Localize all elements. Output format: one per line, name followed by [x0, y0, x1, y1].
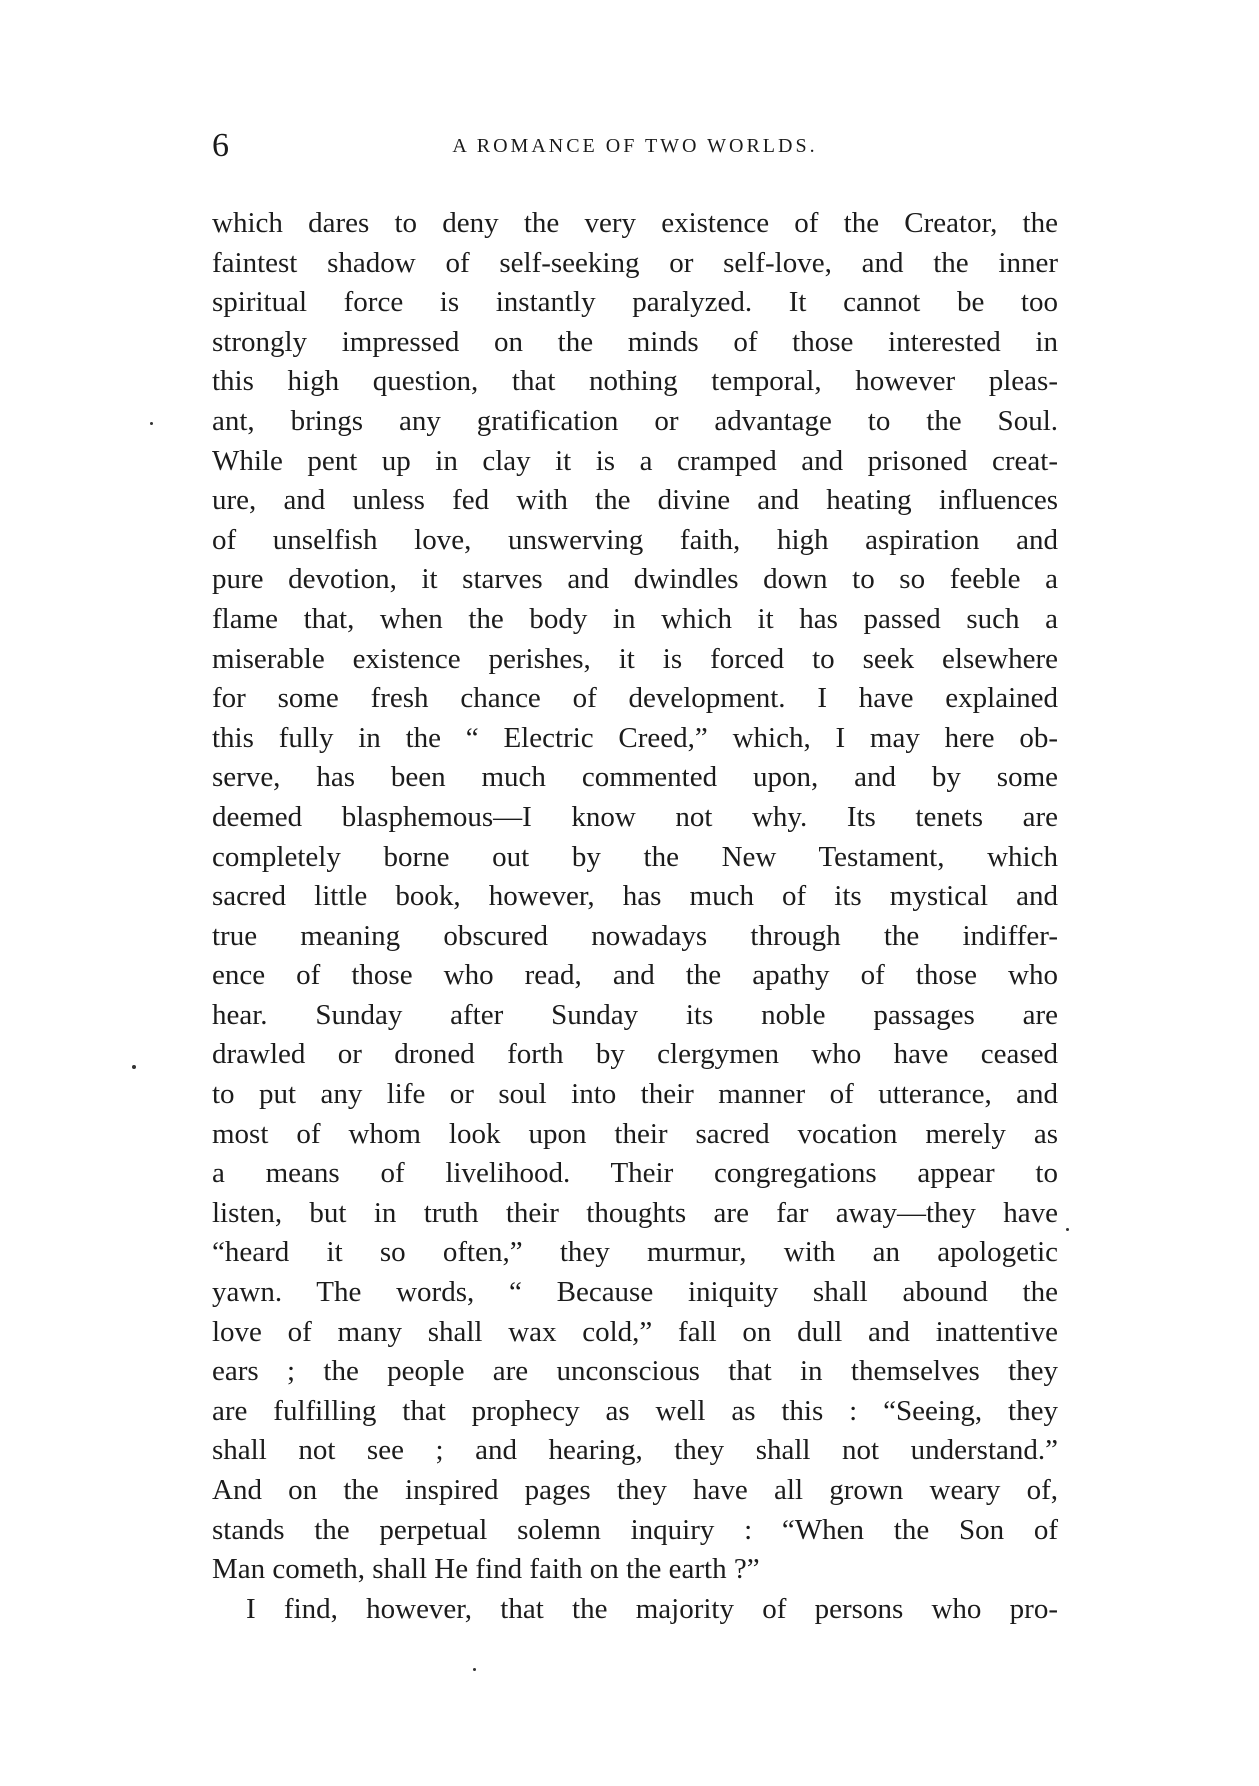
- text-line: And on the inspired pages they have all grown weary of,: [212, 1474, 1058, 1506]
- text-line: true meaning obscured nowadays through the indiffer-: [212, 919, 1058, 952]
- text-line: “heard it so often,” they murmur, with an apologetic: [212, 1236, 1058, 1269]
- text-line: shall not see ; and hearing, they shall not understand.”: [212, 1434, 1058, 1467]
- text-line: stands the perpetual solemn inquiry : “When the Son of: [212, 1513, 1058, 1546]
- scan-speck: [150, 422, 153, 425]
- page-number: 6: [212, 127, 229, 164]
- text-line: for some fresh chance of development. I have explained: [212, 682, 1058, 715]
- scan-speck: [1066, 1228, 1069, 1231]
- text-line: drawled or droned forth by clergymen who have ceased: [212, 1038, 1058, 1071]
- text-line: miserable existence perishes, it is forced to seek elsewhere: [212, 642, 1058, 675]
- text-line: ure, and unless fed with the divine and heating influences: [212, 484, 1058, 517]
- body-text: [212, 204, 1058, 1629]
- text-line: flame that, when the body in which it has passed such a: [212, 602, 1058, 635]
- text-line: I find, however, that the majority of persons who pro-: [246, 1592, 1058, 1625]
- text-line: sacred little book, however, has much of its mystical and: [212, 880, 1058, 913]
- text-line: deemed blasphemous—I know not why. Its tenets are: [212, 800, 1058, 833]
- text-line: love of many shall wax cold,” fall on dull and inattentive: [212, 1315, 1058, 1348]
- text-line: pure devotion, it starves and dwindles down to so feeble a: [212, 563, 1058, 596]
- text-line: hear. Sunday after Sunday its noble passages are: [212, 998, 1058, 1031]
- text-line: ears ; the people are unconscious that in themselves they: [212, 1355, 1058, 1388]
- text-line: While pent up in clay it is a cramped and prisoned creat-: [212, 444, 1058, 477]
- running-title: A ROMANCE OF TWO WORLDS.: [452, 135, 818, 157]
- text-line: a means of livelihood. Their congregations appear to: [212, 1157, 1058, 1190]
- text-line: this fully in the “ Electric Creed,” which, I may here ob-: [212, 721, 1058, 754]
- text-line: Man cometh, shall He find faith on the earth ?”: [212, 1553, 760, 1586]
- text-line: this high question, that nothing temporal, however pleas-: [212, 365, 1058, 398]
- text-line: which dares to deny the very existence of the Creator, the: [212, 207, 1058, 239]
- text-line: completely borne out by the New Testament, which: [212, 840, 1058, 873]
- text-line: ence of those who read, and the apathy of those who: [212, 959, 1058, 992]
- text-line: strongly impressed on the minds of those interested in: [212, 325, 1058, 358]
- page-header: [212, 126, 1058, 166]
- text-line: serve, has been much commented upon, and by some: [212, 761, 1058, 794]
- text-line: ant, brings any gratification or advantage to the Soul.: [212, 404, 1058, 437]
- text-line: are fulfilling that prophecy as well as this : “Seeing, they: [212, 1394, 1058, 1427]
- text-line: most of whom look upon their sacred vocation merely as: [212, 1117, 1058, 1150]
- text-line: of unselfish love, unswerving faith, high aspiration and: [212, 523, 1058, 556]
- text-line: yawn. The words, “ Because iniquity shall abound the: [212, 1276, 1058, 1309]
- text-line: spiritual force is instantly paralyzed. It cannot be too: [212, 286, 1058, 319]
- scan-speck: [132, 1065, 136, 1069]
- text-line: to put any life or soul into their manner of utterance, and: [212, 1078, 1058, 1111]
- text-line: faintest shadow of self-seeking or self-love, and the inner: [212, 246, 1058, 279]
- scan-speck: [473, 1668, 476, 1671]
- text-line: listen, but in truth their thoughts are far away—they have: [212, 1196, 1058, 1229]
